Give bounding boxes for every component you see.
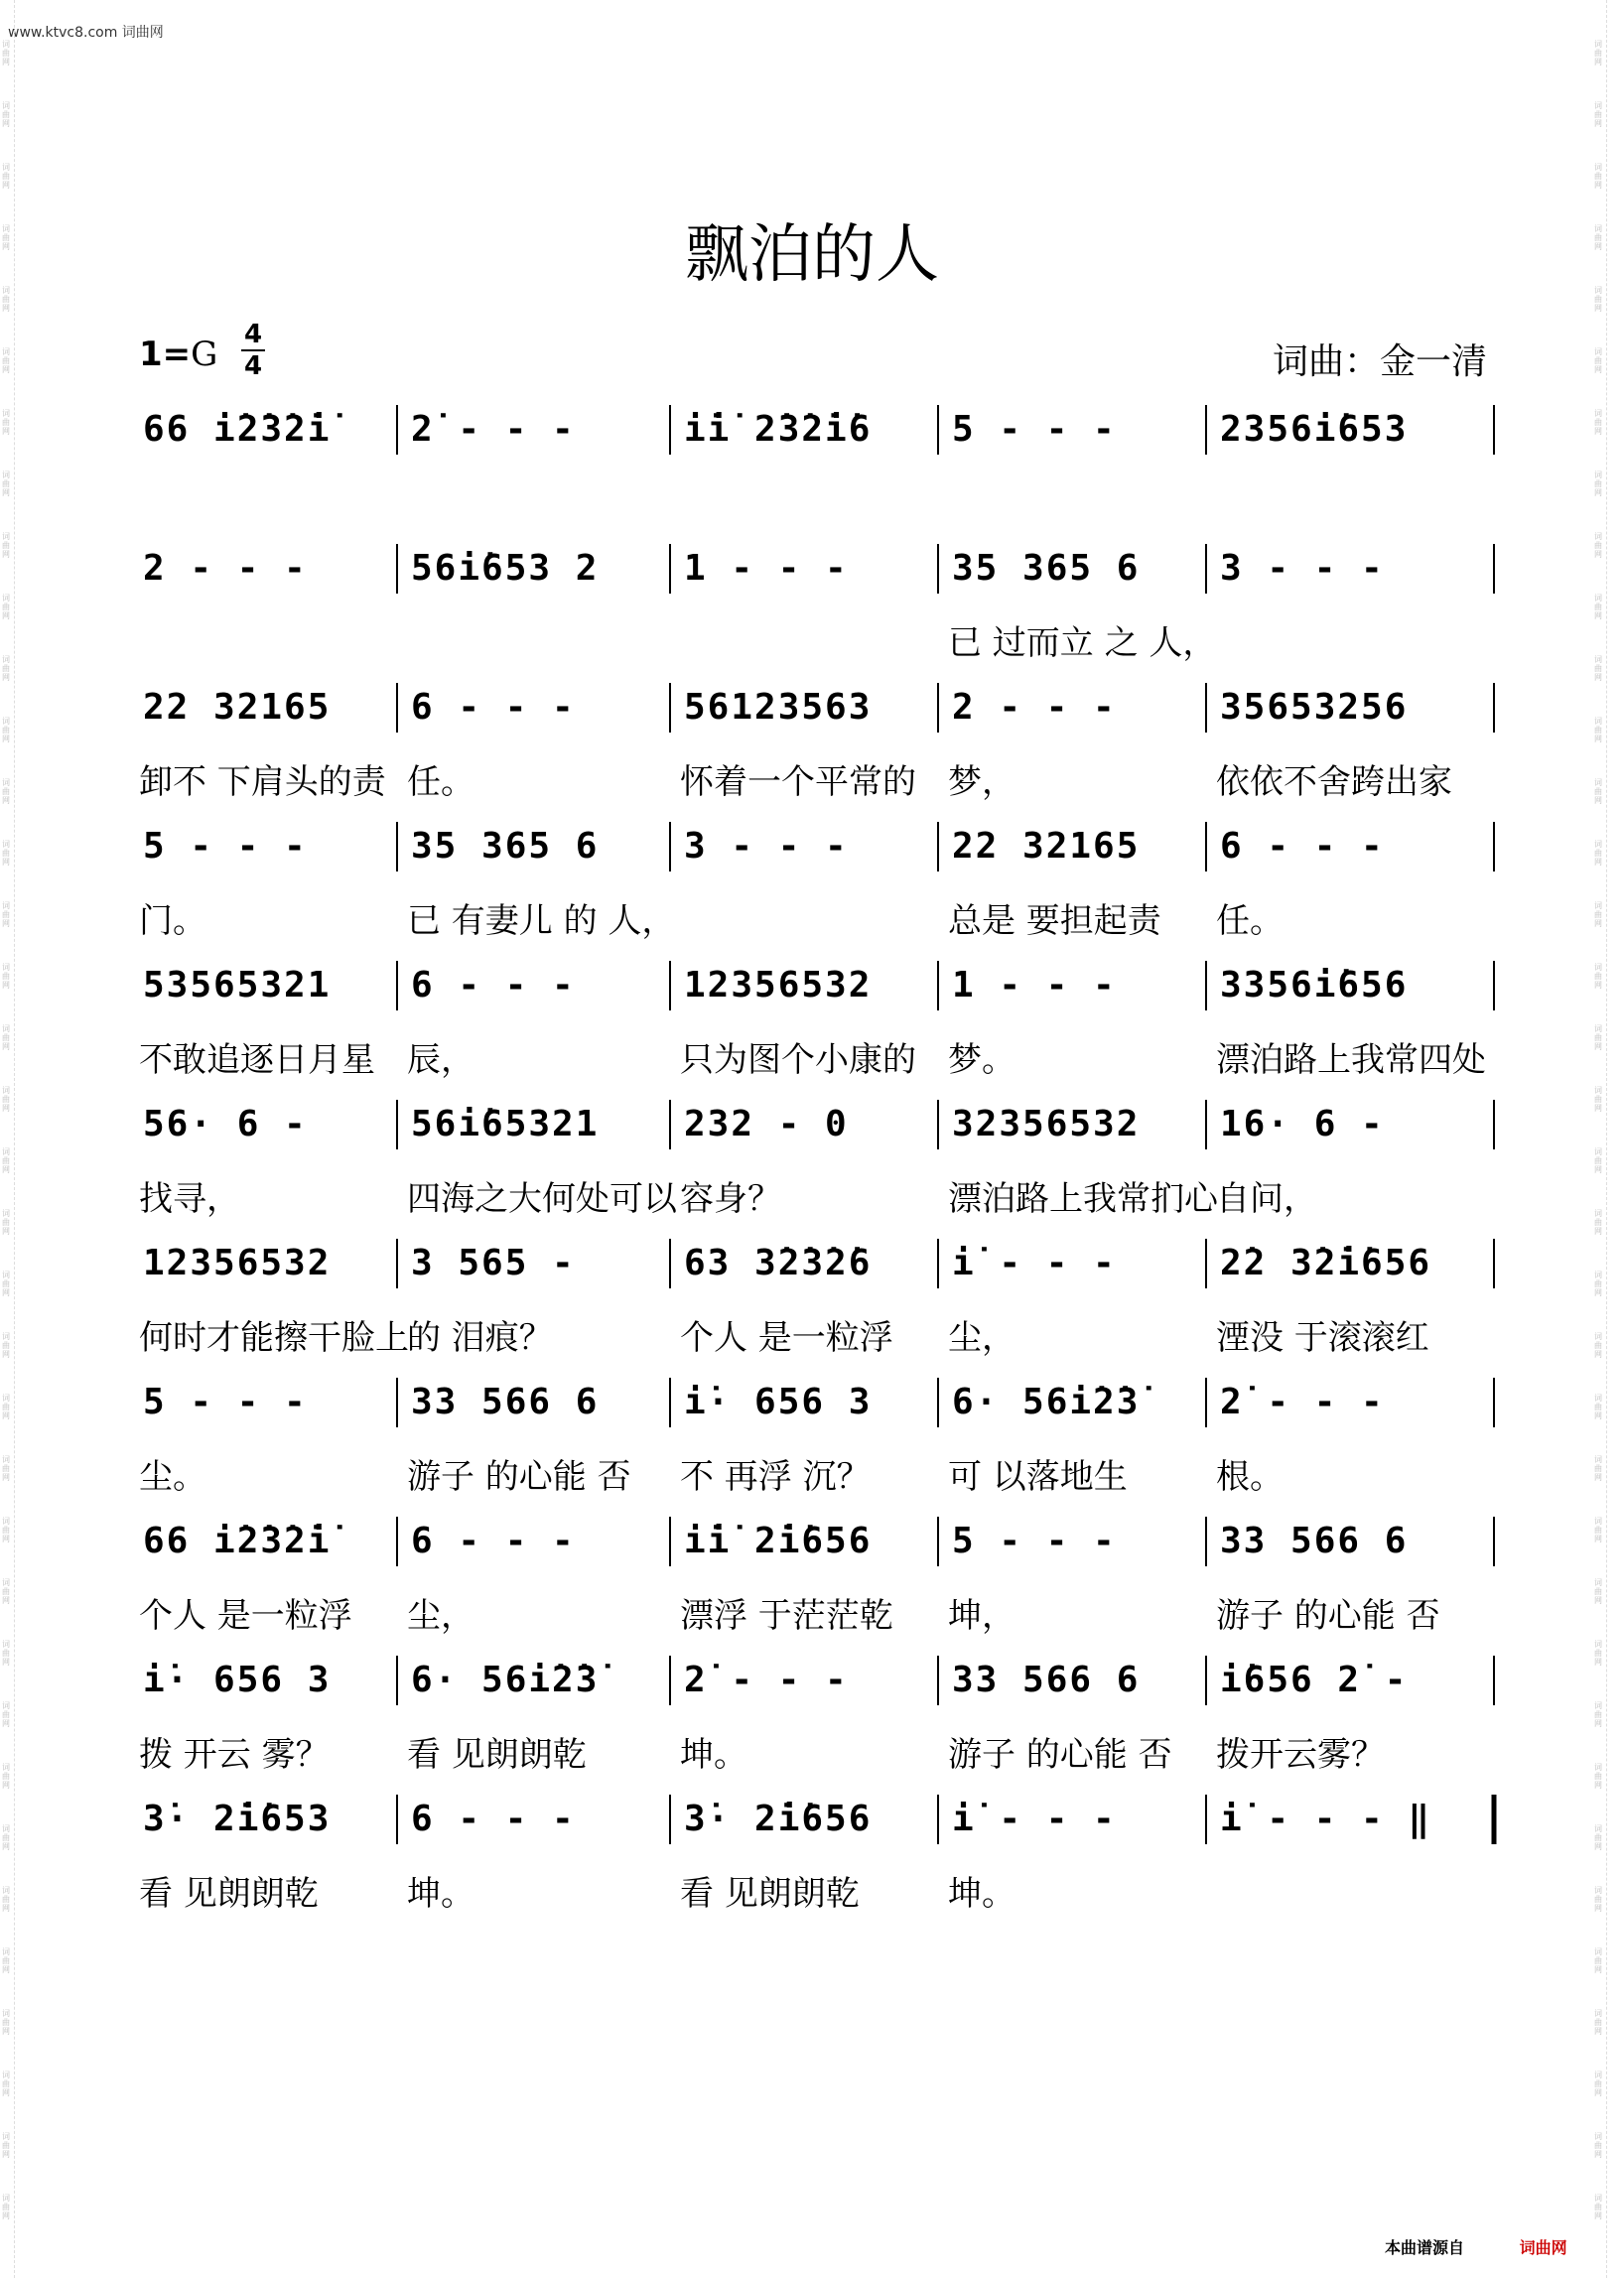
score-row: [0, 1648, 1624, 1787]
lyric-segment: 看 见朗朗乾: [139, 1874, 319, 1914]
side-watermark-mark: 词曲网: [1594, 1455, 1602, 1482]
lyric-segment: 已 有妻儿 的 人，: [407, 901, 676, 941]
side-watermark-mark: 词曲网: [1594, 2071, 1602, 2097]
score-row: [0, 1509, 1624, 1648]
side-watermark-mark: 词曲网: [2, 1824, 10, 1851]
measure-notes: i̇· 656 3: [684, 1382, 873, 1422]
side-watermark-mark: 词曲网: [1594, 1824, 1602, 1851]
side-watermark-mark: 词曲网: [1594, 963, 1602, 990]
lyrics-line: [0, 1588, 1624, 1638]
measure-notes: 6 - - -: [411, 1799, 576, 1839]
score-row: [0, 1787, 1624, 1926]
measure-notes: 1 - - -: [684, 548, 849, 589]
side-watermark-mark: 词曲网: [1594, 1086, 1602, 1113]
notes-line: [139, 1092, 1499, 1166]
measure-notes: 56i̇653 2: [411, 548, 600, 589]
measure-notes: 35 365 6: [411, 826, 600, 867]
lyric-segment: 个人 是一粒浮: [139, 1596, 352, 1636]
side-watermark-mark: 词曲网: [2, 1640, 10, 1667]
side-watermark-mark: 词曲网: [2, 1947, 10, 1974]
lyric-segment: 尘，: [407, 1596, 474, 1636]
side-watermark-mark: 词曲网: [2, 1517, 10, 1543]
notes-line: [139, 397, 1499, 471]
notes-svg: [139, 953, 1499, 1027]
measure-notes: i̇656 2̇ -: [1220, 1660, 1409, 1700]
side-watermark-mark: 词曲网: [2, 40, 10, 67]
lyric-segment: 漂泊路上我常扪心: [948, 1179, 1218, 1219]
side-watermark-mark: 词曲网: [1594, 840, 1602, 867]
notes-svg: [139, 675, 1499, 749]
measure-notes: 66 i̇2̇3̇2̇i̇: [143, 409, 332, 450]
footer-brand[interactable]: 词曲网: [1519, 2238, 1567, 2257]
measure-notes: 53565321: [143, 965, 332, 1005]
side-watermark-mark: 词曲网: [1594, 101, 1602, 128]
notes-svg: [139, 1787, 1499, 1861]
side-watermark-mark: 词曲网: [2, 1086, 10, 1113]
measure-notes: i̇ - - -: [952, 1243, 1117, 1283]
measure-notes: 66 i̇2̇3̇2̇i̇: [143, 1521, 332, 1561]
lyric-segment: 漂浮 于茫茫乾: [680, 1596, 893, 1636]
side-watermark-mark: 词曲网: [1594, 1947, 1602, 1974]
measure-notes: 22 32165: [143, 687, 332, 728]
side-watermark-mark: 词曲网: [2, 1455, 10, 1482]
measure-notes: 2356i̇653: [1220, 409, 1409, 450]
side-watermark-mark: 词曲网: [1594, 286, 1602, 313]
lyric-segment: 找寻，: [139, 1179, 240, 1219]
measure-notes: i̇· 656 3: [143, 1660, 332, 1700]
lyric-segment: 总是 要担起责: [948, 901, 1161, 941]
side-watermark-mark: 词曲网: [2, 532, 10, 559]
lyric-segment: 可 以落地生: [948, 1457, 1128, 1497]
side-watermark-mark: 词曲网: [2, 286, 10, 313]
side-watermark-mark: 词曲网: [2, 1886, 10, 1913]
side-watermark-mark: 词曲网: [1594, 532, 1602, 559]
lyric-segment: 自问，: [1216, 1179, 1317, 1219]
side-watermark-mark: 词曲网: [1594, 224, 1602, 251]
lyrics-line: [0, 754, 1624, 804]
side-watermark-mark: 词曲网: [2, 224, 10, 251]
lyrics-line: [0, 615, 1624, 665]
lyric-segment: 不敢追逐日月星: [139, 1040, 375, 1080]
side-watermark-mark: 词曲网: [2, 840, 10, 867]
side-watermark-mark: 词曲网: [2, 1209, 10, 1236]
side-watermark-mark: 词曲网: [2, 2071, 10, 2097]
footer-source: 本曲谱源自: [1385, 2238, 1465, 2257]
measure-notes: 2̇ - - -: [1220, 1382, 1385, 1422]
side-watermark-mark: 词曲网: [2, 1147, 10, 1174]
notes-svg: [139, 1370, 1499, 1444]
measure-notes: 6· 56i̇2̇3̇: [411, 1660, 600, 1700]
side-watermark-mark: 词曲网: [1594, 778, 1602, 805]
side-watermark-mark: 词曲网: [1594, 1147, 1602, 1174]
lyrics-line: [0, 893, 1624, 943]
side-watermark-mark: 词曲网: [1594, 163, 1602, 190]
lyric-segment: 梦，: [948, 762, 1015, 802]
measure-notes: 3 565 -: [411, 1243, 576, 1283]
side-watermark-mark: 词曲网: [2, 963, 10, 990]
lyrics-line: [0, 1032, 1624, 1082]
time-bottom: 4: [241, 349, 265, 381]
site-header[interactable]: www.ktvc8.com 词曲网: [8, 25, 164, 41]
side-watermark-mark: 词曲网: [1594, 2132, 1602, 2159]
score-row: [0, 1092, 1624, 1231]
lyric-segment: 游子 的心能 否: [407, 1457, 631, 1497]
side-watermark-mark: 词曲网: [2, 1394, 10, 1420]
side-watermark-mark: 词曲网: [2, 163, 10, 190]
notes-svg: [139, 1092, 1499, 1166]
measure-notes: 5 - - -: [143, 1382, 308, 1422]
side-watermark-mark: 词曲网: [1594, 1640, 1602, 1667]
key-prefix: 1=: [139, 335, 192, 374]
measure-notes: 33 566 6: [411, 1382, 600, 1422]
lyric-segment: 拨 开云 雾？: [139, 1735, 330, 1775]
side-watermark-mark: 词曲网: [1594, 1271, 1602, 1297]
notes-line: [139, 536, 1499, 610]
measure-notes: 33 566 6: [952, 1660, 1141, 1700]
side-watermark-mark: 词曲网: [2, 101, 10, 128]
measure-notes: 35 365 6: [952, 548, 1141, 589]
lyric-segment: 只为图个小康的: [680, 1040, 916, 1080]
measure-notes: 3 - - -: [1220, 548, 1385, 589]
score-row: [0, 953, 1624, 1092]
measure-notes: 3 - - -: [684, 826, 849, 867]
lyric-segment: 不 再浮 沉？: [680, 1457, 871, 1497]
measure-notes: i̇i̇ 2̇i̇656: [684, 1521, 873, 1561]
measure-notes: 5 - - -: [143, 826, 308, 867]
lyric-segment: 拨开云雾？: [1216, 1735, 1385, 1775]
lyric-segment: 漂泊路上我常四处: [1216, 1040, 1486, 1080]
measure-notes: 33 566 6: [1220, 1521, 1409, 1561]
side-watermark-mark: 词曲网: [2, 901, 10, 928]
lyric-segment: 辰，: [407, 1040, 474, 1080]
notes-line: [139, 1509, 1499, 1583]
side-watermark-mark: 词曲网: [1594, 2194, 1602, 2220]
measure-notes: 5 - - -: [952, 1521, 1117, 1561]
measure-notes: i̇ - - - ‖: [1220, 1799, 1432, 1839]
measure-notes: 6 - - -: [411, 687, 576, 728]
measure-notes: 3̇· 2̇i̇653: [143, 1799, 332, 1839]
lyric-segment: 依依不舍跨出家: [1216, 762, 1452, 802]
lyric-segment: 容身？: [680, 1179, 781, 1219]
side-watermark-mark: 词曲网: [1594, 347, 1602, 374]
time-top: 4: [243, 320, 263, 349]
lyric-segment: 尘。: [139, 1457, 206, 1497]
side-watermark-mark: 词曲网: [2, 1763, 10, 1790]
side-watermark-mark: 词曲网: [1594, 1394, 1602, 1420]
score-row: [0, 675, 1624, 814]
side-watermark-mark: 词曲网: [1594, 2009, 1602, 2036]
notes-line: [139, 1648, 1499, 1722]
lyric-segment: 根。: [1216, 1457, 1284, 1497]
side-watermark-mark: 词曲网: [1594, 1886, 1602, 1913]
lyric-segment: 个人 是一粒浮: [680, 1318, 893, 1358]
notes-svg: [139, 1648, 1499, 1722]
side-watermark-mark: 词曲网: [1594, 717, 1602, 743]
lyrics-line: [0, 1866, 1624, 1916]
lyric-segment: 看 见朗朗乾: [680, 1874, 860, 1914]
measure-notes: 2̇ - - -: [684, 1660, 849, 1700]
lyric-segment: 何时才能擦干脸上: [139, 1318, 409, 1358]
side-watermark-mark: 词曲网: [1594, 901, 1602, 928]
side-watermark-mark: 词曲网: [2, 1271, 10, 1297]
side-watermark-mark: 词曲网: [2, 594, 10, 620]
notes-svg: [139, 1509, 1499, 1583]
measure-notes: 2̇2 3̇2̇i̇656: [1220, 1243, 1432, 1283]
measure-notes: 12356532: [684, 965, 873, 1005]
lyrics-line: [0, 1727, 1624, 1777]
side-watermark-mark: 词曲网: [1594, 1517, 1602, 1543]
side-watermark-mark: 词曲网: [1594, 1701, 1602, 1728]
time-signature: [241, 320, 265, 381]
side-watermark-mark: 词曲网: [1594, 1763, 1602, 1790]
side-watermark-mark: 词曲网: [2, 655, 10, 682]
measure-notes: 12356532: [143, 1243, 332, 1283]
measure-notes: 63 3̇2̇3̇2̇6: [684, 1243, 873, 1283]
notes-svg: [139, 1231, 1499, 1305]
side-watermark-mark: 词曲网: [2, 778, 10, 805]
lyric-segment: 的 泪痕？: [407, 1318, 553, 1358]
lyric-segment: 任。: [407, 762, 474, 802]
lyric-segment: 看 见朗朗乾: [407, 1735, 587, 1775]
lyric-segment: 游子 的心能 否: [1216, 1596, 1440, 1636]
measure-notes: 16· 6 -: [1220, 1104, 1385, 1144]
measure-notes: 32356532: [952, 1104, 1141, 1144]
notes-line: [139, 1787, 1499, 1861]
measure-notes: 2̇ - - -: [411, 409, 576, 450]
measure-notes: 3356i̇656: [1220, 965, 1409, 1005]
measure-notes: 56i̇65321: [411, 1104, 600, 1144]
side-watermark-mark: 词曲网: [1594, 655, 1602, 682]
notes-svg: [139, 814, 1499, 888]
lyric-segment: 坤，: [948, 1596, 1015, 1636]
side-watermark-mark: 词曲网: [2, 347, 10, 374]
score-row: [0, 814, 1624, 953]
measure-notes: i̇i̇ 2̇3̇2̇i̇6: [684, 409, 873, 450]
side-watermark-mark: 词曲网: [2, 409, 10, 436]
lyric-segment: 梦。: [948, 1040, 1015, 1080]
side-watermark-mark: 词曲网: [1594, 1578, 1602, 1605]
measure-notes: 2 - - -: [143, 548, 308, 589]
lyric-segment: 已 过而立 之 人，: [948, 623, 1217, 663]
side-watermark-mark: 词曲网: [2, 2132, 10, 2159]
lyric-segment: 湮没 于滚滚红: [1216, 1318, 1429, 1358]
measure-notes: 3̇· 2̇i̇656: [684, 1799, 873, 1839]
measure-notes: 6 - - -: [411, 1521, 576, 1561]
footer: [1385, 2235, 1567, 2258]
notes-line: [139, 953, 1499, 1027]
side-watermark-mark: 词曲网: [1594, 1024, 1602, 1051]
lyrics-line: [0, 1171, 1624, 1221]
key-signature: [139, 335, 217, 374]
lyric-segment: 门。: [139, 901, 206, 941]
side-watermark-mark: 词曲网: [2, 1578, 10, 1605]
lyric-segment: 四海之大何处可以: [407, 1179, 677, 1219]
song-title: 飘泊的人: [685, 218, 939, 292]
lyric-segment: 坤。: [407, 1874, 474, 1914]
measure-notes: 56· 6 -: [143, 1104, 308, 1144]
side-watermark-mark: 词曲网: [1594, 594, 1602, 620]
score-row: [0, 536, 1624, 675]
lyric-segment: 尘，: [948, 1318, 1015, 1358]
lyric-segment: 卸不 下肩头的责: [139, 762, 386, 802]
lyric-segment: 游子 的心能 否: [948, 1735, 1172, 1775]
composer-credit: 词曲：金一清: [1272, 341, 1487, 382]
measure-notes: 1 - - -: [952, 965, 1117, 1005]
lyrics-line: [0, 476, 1624, 526]
side-watermark-mark: 词曲网: [1594, 409, 1602, 436]
notes-svg: [139, 536, 1499, 610]
lyrics-line: [0, 1449, 1624, 1499]
notes-line: [139, 1370, 1499, 1444]
side-watermark-mark: 词曲网: [2, 1701, 10, 1728]
measure-notes: 56123563: [684, 687, 873, 728]
measure-notes: 6 - - -: [411, 965, 576, 1005]
notes-line: [139, 675, 1499, 749]
side-watermark-mark: 词曲网: [2, 2009, 10, 2036]
side-watermark-mark: 词曲网: [2, 1024, 10, 1051]
side-watermark-mark: 词曲网: [2, 1332, 10, 1359]
measure-notes: 22 32165: [952, 826, 1141, 867]
lyrics-line: [0, 1310, 1624, 1360]
measure-notes: 232 - 0: [684, 1104, 849, 1144]
score-row: [0, 1231, 1624, 1370]
side-watermark-mark: 词曲网: [1594, 1209, 1602, 1236]
side-watermark-mark: 词曲网: [1594, 470, 1602, 497]
score-row: [0, 397, 1624, 536]
lyric-segment: 坤。: [948, 1874, 1015, 1914]
key-letter: G: [191, 335, 218, 374]
lyric-segment: 怀着一个平常的: [680, 762, 916, 802]
measure-notes: i̇ - - -: [952, 1799, 1117, 1839]
measure-notes: 6· 56i̇2̇3̇: [952, 1382, 1141, 1422]
lyric-segment: 坤。: [680, 1735, 747, 1775]
measure-notes: 2 - - -: [952, 687, 1117, 728]
measure-notes: 35653256: [1220, 687, 1409, 728]
notes-line: [139, 1231, 1499, 1305]
measure-notes: 5 - - -: [952, 409, 1117, 450]
lyric-segment: 任。: [1216, 901, 1284, 941]
side-watermark-mark: 词曲网: [1594, 1332, 1602, 1359]
measure-notes: 6 - - -: [1220, 826, 1385, 867]
side-watermark-mark: 词曲网: [2, 470, 10, 497]
side-watermark-mark: 词曲网: [1594, 40, 1602, 67]
notes-line: [139, 814, 1499, 888]
side-watermark-mark: 词曲网: [2, 717, 10, 743]
score-row: [0, 1370, 1624, 1509]
notes-svg: [139, 397, 1499, 471]
side-watermark-mark: 词曲网: [2, 2194, 10, 2220]
